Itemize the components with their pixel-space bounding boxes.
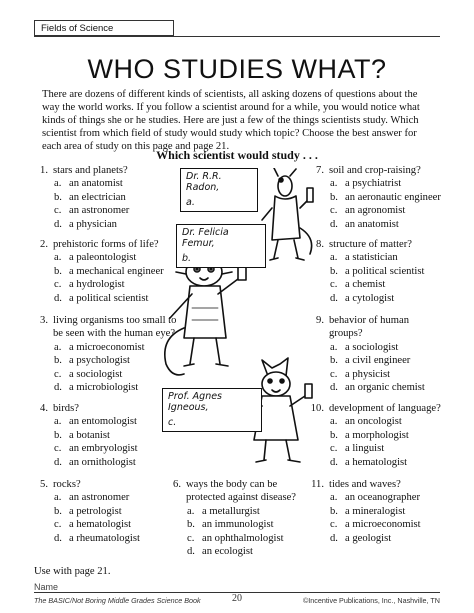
answer-option[interactable]: [308, 191, 441, 204]
answer-option[interactable]: [308, 442, 441, 455]
option-letter: b.: [54, 505, 62, 517]
option-text: a hematologist: [69, 519, 132, 531]
option-letter: c.: [330, 205, 338, 217]
option-letter: d.: [54, 532, 62, 544]
option-letter: d.: [330, 218, 338, 230]
option-text: a mechanical engineer: [69, 265, 164, 277]
footer-book-title: The BASIC/Not Boring Middle Grades Science Book: [34, 596, 201, 605]
question-number: 9.: [316, 315, 324, 326]
option-letter: c.: [330, 519, 338, 531]
option-text: a chemist: [345, 279, 386, 291]
answer-blank-b[interactable]: b.: [182, 253, 192, 264]
option-text: a hydrologist: [69, 279, 125, 291]
question-9: [308, 314, 425, 394]
question-number: 2.: [40, 239, 48, 250]
option-letter: c.: [54, 519, 62, 531]
question-text-line: behavior of human: [329, 315, 410, 326]
question-text: [329, 164, 421, 177]
option-text: an ornithologist: [69, 456, 136, 468]
option-letter: b.: [54, 355, 62, 367]
question-6: [165, 478, 296, 558]
answer-option[interactable]: [308, 381, 425, 394]
option-letter: a.: [54, 416, 62, 428]
question-text-line: structure of matter?: [329, 239, 412, 250]
page-title: WHO STUDIES WHAT?: [87, 54, 387, 84]
answer-option[interactable]: [308, 456, 441, 469]
question-7: [308, 164, 441, 231]
option-text: a political scientist: [69, 292, 149, 304]
question-text-line: development of language?: [329, 403, 441, 414]
answer-option[interactable]: [32, 491, 140, 504]
option-text: a physician: [69, 218, 117, 230]
answer-option[interactable]: [32, 218, 129, 231]
option-letter: a.: [330, 252, 338, 264]
answer-option[interactable]: [32, 532, 140, 545]
option-text: a political scientist: [345, 265, 425, 277]
option-text: a linguist: [345, 443, 385, 455]
page-number: 20: [232, 593, 242, 604]
option-letter: d.: [54, 218, 62, 230]
option-text: an anatomist: [69, 178, 123, 190]
option-letter: a.: [54, 492, 62, 504]
option-letter: c.: [330, 368, 338, 380]
answer-option[interactable]: [308, 505, 421, 518]
answer-option[interactable]: [32, 177, 129, 190]
option-text: an agronomist: [345, 205, 406, 217]
option-text: a psychiatrist: [345, 178, 402, 190]
question-8: [308, 238, 424, 305]
option-text: a geologist: [345, 532, 392, 544]
question-text: [53, 164, 128, 177]
intro-paragraph: There are dozens of different kinds of scientists, all asking dozens of questions about the way the world works. If you follow a scientist around for a while, you would notice what kinds of things she or he studies. Here are just a few of the things scientists study. Which scientist from which field of study would study which topic? Choose the best answer for each area of study on this page and page 21.: [42, 89, 420, 152]
option-text: an ophthalmologist: [202, 532, 284, 544]
option-letter: d.: [330, 532, 338, 544]
option-text: an aeronautic engineer: [345, 191, 441, 203]
option-letter: c.: [187, 532, 195, 544]
option-text: a botanist: [69, 429, 110, 441]
question-number: 4.: [40, 403, 48, 414]
option-letter: b.: [187, 519, 195, 531]
option-text: an organic chemist: [345, 382, 425, 394]
sign-name: Prof. Agnes Igneous,: [168, 391, 223, 413]
answer-option[interactable]: [32, 251, 164, 264]
option-letter: a.: [187, 505, 195, 517]
option-letter: d.: [187, 546, 195, 558]
question-1: [32, 164, 129, 231]
option-text: a microeconomist: [345, 519, 421, 531]
answer-option[interactable]: [32, 278, 164, 291]
footer-copyright: ©Incentive Publications, Inc., Nashville, TN: [303, 596, 440, 605]
question-text: [329, 238, 412, 251]
question-text-line: prehistoric forms of life?: [53, 239, 159, 250]
option-letter: b.: [330, 191, 338, 203]
option-letter: c.: [54, 205, 62, 217]
question-text: [53, 238, 159, 251]
question-text-line: tides and waves?: [329, 479, 401, 490]
option-text: an immunologist: [202, 519, 274, 531]
option-text: a paleontologist: [69, 252, 137, 264]
question-number: 8.: [316, 239, 324, 250]
question-prompt: Which scientist would study . . .: [156, 148, 318, 162]
option-text: a sociologist: [69, 368, 123, 380]
option-letter: b.: [54, 429, 62, 441]
answer-option[interactable]: [32, 429, 138, 442]
answer-option[interactable]: [32, 191, 129, 204]
question-number: 1.: [40, 165, 48, 176]
question-text-line: protected against disease?: [186, 492, 297, 504]
answer-option[interactable]: [32, 442, 138, 455]
option-text: a civil engineer: [345, 355, 411, 367]
question-number: 6.: [173, 479, 181, 490]
option-text: a statistician: [345, 252, 398, 264]
rat-scientist-drawing: [262, 168, 313, 260]
question-text-line: be seen with the human eye?: [53, 328, 176, 340]
option-letter: b.: [330, 429, 338, 441]
option-letter: b.: [330, 505, 338, 517]
question-2: [32, 238, 164, 305]
answer-option[interactable]: [308, 341, 425, 354]
option-text: a microbiologist: [69, 382, 139, 394]
option-text: a mineralogist: [345, 505, 406, 517]
option-letter: d.: [54, 292, 62, 304]
option-letter: d.: [54, 382, 62, 394]
header-rule: [34, 36, 440, 37]
answer-option[interactable]: [308, 415, 441, 428]
option-text: a petrologist: [69, 505, 122, 517]
question-number: 3.: [40, 315, 48, 326]
question-text-line: groups?: [329, 328, 363, 340]
answer-option[interactable]: [32, 415, 138, 428]
question-text-line: ways the body can be: [186, 479, 278, 490]
sign-name: Dr. Felicia Femur,: [182, 227, 229, 249]
option-letter: d.: [330, 292, 338, 304]
answer-option[interactable]: [308, 292, 424, 305]
option-text: an entomologist: [69, 416, 137, 428]
answer-option[interactable]: [32, 265, 164, 278]
option-letter: a.: [330, 341, 338, 353]
option-letter: c.: [330, 279, 338, 291]
answer-blank-a[interactable]: a.: [186, 197, 195, 208]
option-letter: a.: [330, 492, 338, 504]
answer-option[interactable]: [308, 251, 424, 264]
option-text: a sociologist: [345, 341, 399, 353]
question-text-line: birds?: [53, 403, 79, 414]
sign-name: Dr. R.R. Radon,: [186, 171, 222, 193]
question-number: 11.: [311, 479, 324, 490]
option-letter: a.: [54, 178, 62, 190]
answer-option[interactable]: [308, 177, 441, 190]
option-letter: b.: [54, 191, 62, 203]
option-letter: d.: [54, 456, 62, 468]
question-text-line: living organisms too small to: [53, 315, 177, 326]
question-number: 10.: [310, 403, 324, 414]
answer-option[interactable]: [308, 491, 421, 504]
answer-option[interactable]: [308, 368, 425, 381]
question-text: [53, 478, 81, 491]
option-text: a physicist: [345, 368, 391, 380]
question-text-line: stars and planets?: [53, 165, 128, 176]
answer-option[interactable]: [165, 518, 296, 531]
answer-option[interactable]: [308, 518, 421, 531]
question-4: [32, 402, 138, 469]
answer-option[interactable]: [32, 518, 140, 531]
answer-option[interactable]: [32, 505, 140, 518]
question-11: [308, 478, 421, 545]
option-text: an astronomer: [69, 492, 130, 504]
option-letter: d.: [330, 456, 338, 468]
option-text: a cytologist: [345, 292, 395, 304]
question-5: [32, 478, 140, 545]
question-text: [329, 314, 409, 341]
question-text-line: rocks?: [53, 479, 81, 490]
option-text: a microeconomist: [69, 341, 145, 353]
name-label: Name: [34, 582, 59, 592]
answer-option[interactable]: [165, 505, 296, 518]
answer-option[interactable]: [308, 278, 424, 291]
question-text: [329, 402, 441, 415]
answer-option[interactable]: [165, 532, 296, 545]
option-letter: a.: [330, 178, 338, 190]
question-text-line: soil and crop-raising?: [329, 165, 421, 176]
option-text: a metallurgist: [202, 505, 260, 517]
option-text: a rheumatologist: [69, 532, 140, 544]
option-text: a psychologist: [69, 355, 130, 367]
option-letter: a.: [54, 252, 62, 264]
option-text: an oceanographer: [345, 492, 420, 504]
option-text: an astronomer: [69, 205, 130, 217]
option-text: an electrician: [69, 191, 126, 203]
option-letter: c.: [54, 368, 62, 380]
use-with-note: Use with page 21.: [34, 566, 111, 577]
question-text: [186, 478, 296, 505]
option-letter: c.: [330, 443, 338, 455]
answer-option[interactable]: [308, 204, 441, 217]
answer-option[interactable]: [308, 532, 421, 545]
option-letter: b.: [330, 355, 338, 367]
option-letter: a.: [54, 341, 62, 353]
question-number: 7.: [316, 165, 324, 176]
option-text: an ecologist: [202, 546, 253, 558]
option-letter: a.: [330, 416, 338, 428]
option-text: an embryologist: [69, 443, 138, 455]
question-10: [308, 402, 441, 469]
option-text: a hematologist: [345, 456, 408, 468]
answer-option[interactable]: [32, 204, 129, 217]
answer-option[interactable]: [308, 429, 441, 442]
option-letter: b.: [54, 265, 62, 277]
question-number: 5.: [40, 479, 48, 490]
option-text: an oncologist: [345, 416, 402, 428]
option-text: an anatomist: [345, 218, 399, 230]
answer-blank-c[interactable]: c.: [168, 417, 177, 428]
section-tab: Fields of Science: [34, 20, 174, 36]
answer-option[interactable]: [308, 218, 441, 231]
question-text: [53, 402, 79, 415]
option-letter: c.: [54, 443, 62, 455]
answer-option[interactable]: [308, 354, 425, 367]
answer-option[interactable]: [165, 545, 296, 558]
question-text: [329, 478, 401, 491]
option-letter: d.: [330, 382, 338, 394]
sign-dr-femur: [176, 224, 266, 268]
answer-option[interactable]: [308, 265, 424, 278]
sign-prof-igneous: [162, 388, 262, 432]
option-text: a morphologist: [345, 429, 409, 441]
option-letter: c.: [54, 279, 62, 291]
answer-option[interactable]: [32, 292, 164, 305]
option-letter: b.: [330, 265, 338, 277]
sign-dr-radon: [180, 168, 258, 212]
answer-option[interactable]: [32, 456, 138, 469]
